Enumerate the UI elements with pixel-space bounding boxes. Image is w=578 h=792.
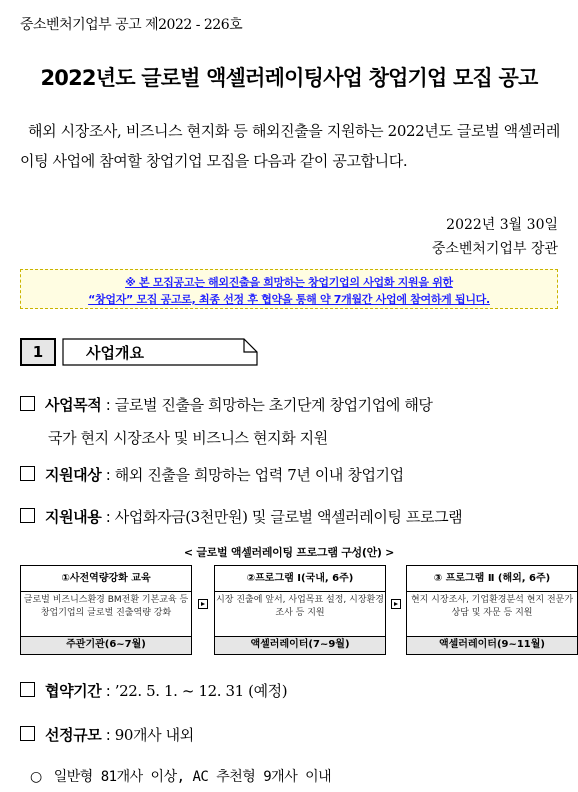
checkbox-icon <box>20 508 35 523</box>
item-text: ’22. 5. 1. ~ 12. 31 (예정) <box>114 682 288 700</box>
section-number: 1 <box>20 338 56 366</box>
sub-bullet-text: 일반형 81개사 이상, AC 추천형 9개사 이내 <box>53 769 332 785</box>
program-box-2 <box>214 565 386 655</box>
program-box-header: ②프로그램 Ⅰ(국내, 6주) <box>215 566 385 592</box>
item-text: 글로벌 진출을 희망하는 초기단계 창업기업에 해당 <box>114 396 433 414</box>
item-support: 지원내용 : 사업화자금(3천만원) 및 글로벌 액셀러레이팅 프로그램 <box>20 506 560 527</box>
program-box-header: ③ 프로그램 Ⅱ (해외, 6주) <box>407 566 577 592</box>
issuer: 중소벤처기업부 장관 <box>431 241 558 257</box>
item-text: 사업화자금(3천만원) 및 글로벌 액셀러레이팅 프로그램 <box>114 508 463 526</box>
checkbox-icon <box>20 726 35 741</box>
item-text: 해외 진출을 희망하는 업력 7년 이내 창업기업 <box>114 466 404 484</box>
program-box-header: ①사전역량강화 교육 <box>21 566 191 592</box>
program-caption: < 글로벌 액셀러레이팅 프로그램 구성(안) > <box>183 546 395 559</box>
item-label: 협약기간 <box>45 682 102 700</box>
notice-date: 2022년 3월 30일 <box>446 217 558 233</box>
section-title: 사업개요 <box>86 344 144 362</box>
notice-number: 중소벤처기업부 공고 제2022 - 226호 <box>20 17 243 33</box>
program-box-body: 시장 진출에 앞서, 사업목표 설정, 시장환경 조사 등 지원 <box>216 595 384 618</box>
sub-bullet <box>30 766 331 786</box>
item-period: 협약기간 : ’22. 5. 1. ~ 12. 31 (예정) <box>20 680 560 701</box>
item-text: 90개사 내외 <box>114 726 194 744</box>
program-box-3 <box>406 565 578 655</box>
checkbox-icon <box>20 466 35 481</box>
arrow-right-icon <box>391 599 401 609</box>
section-title-box <box>62 338 258 366</box>
program-box-body: 현지 시장조사, 기업환경분석 현지 전문가 상담 및 자문 등 지원 <box>410 595 574 618</box>
checkbox-icon <box>20 396 35 411</box>
arrow-right-icon <box>198 599 208 609</box>
intro-paragraph <box>20 116 560 176</box>
checkbox-icon <box>20 682 35 697</box>
program-box-footer: 주관기관(6~7월) <box>21 636 191 654</box>
program-box-footer: 액셀러레이터(9~11월) <box>407 636 577 654</box>
item-label: 선정규모 <box>45 726 102 744</box>
item-label: 사업목적 <box>45 396 102 414</box>
callout-line-1: ※ 본 모집공고는 해외진출을 희망하는 창업기업의 사업화 지원을 위한 <box>125 276 453 289</box>
program-box-1 <box>20 565 192 655</box>
item-target: 지원대상 : 해외 진출을 희망하는 업력 7년 이내 창업기업 <box>20 464 560 485</box>
item-continuation: 국가 현지 시장조사 및 비즈니스 현지화 지원 <box>48 429 328 447</box>
item-scale: 선정규모 : 90개사 내외 <box>20 724 560 745</box>
intro-text: 해외 시장조사, 비즈니스 현지화 등 해외진출을 지원하는 2022년도 글로벌 액셀러레이팅 사업에 참여할 창업기업 모집을 다음과 같이 공고합니다. <box>20 122 560 170</box>
item-label: 지원대상 <box>45 466 102 484</box>
callout-line-2: “창업자” 모집 공고로, 최종 선정 후 협약을 통해 약 7개월간 사업에 참여하게 됩니다. <box>88 293 490 306</box>
program-box-body: 글로벌 비즈니스환경 BM전환 기본교육 등 창업기업의 글로벌 진출역량 강화 <box>23 595 189 618</box>
notice-callout <box>20 269 558 309</box>
program-box-footer: 액셀러레이터(7~9월) <box>215 636 385 654</box>
item-label: 지원내용 <box>45 508 102 526</box>
document-title: 2022년도 글로벌 액셀러레이팅사업 창업기업 모집 공고 <box>40 66 538 90</box>
bullet-circle-icon: ○ <box>30 769 42 785</box>
item-purpose: 사업목적 : 글로벌 진출을 희망하는 초기단계 창업기업에 해당 국가 현지 시장조사 및 비즈니스 현지화 지원 <box>20 394 560 448</box>
